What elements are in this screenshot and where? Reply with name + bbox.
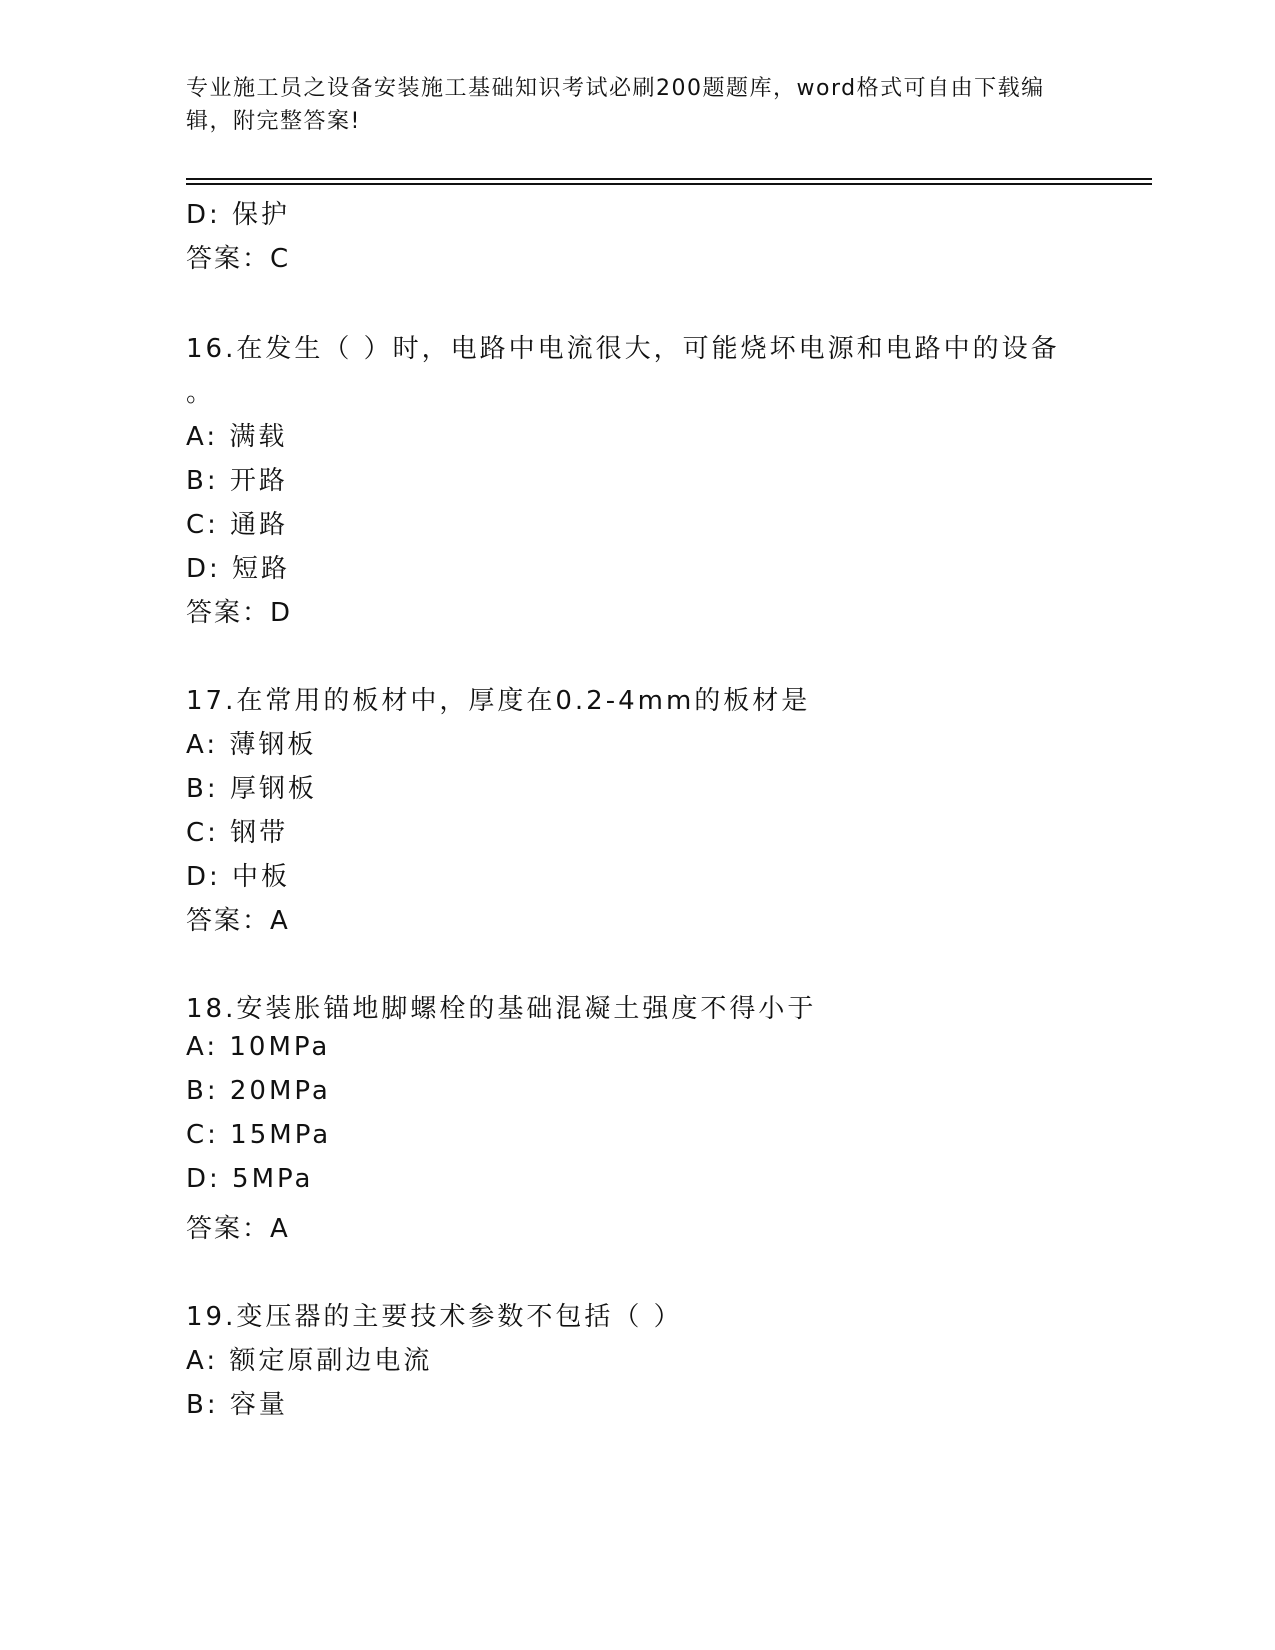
document-header: 专业施工员之设备安装施工基础知识考试必刷200题题库，word格式可自由下载编辑，附完整答案! xyxy=(186,76,1045,134)
q18-option-a: A: 10MPa xyxy=(186,1032,331,1062)
q18-option-b: B: 20MPa xyxy=(186,1076,331,1106)
q17-question: 17.在常用的板材中，厚度在0.2-4mm的板材是 xyxy=(186,686,811,716)
q18-answer: 答案：A xyxy=(186,1214,290,1244)
q19-option-a: A: 额定原副边电流 xyxy=(186,1346,433,1376)
q18-option-d: D: 5MPa xyxy=(186,1164,314,1194)
q17-option-c: C: 钢带 xyxy=(186,818,289,848)
q16-option-a: A: 满载 xyxy=(186,422,288,452)
header-divider-top xyxy=(186,178,1152,180)
q18-question: 18.安装胀锚地脚螺栓的基础混凝土强度不得小于 xyxy=(186,994,817,1024)
q16-question: 16.在发生（ ）时，电路中电流很大，可能烧坏电源和电路中的设备 xyxy=(186,334,1060,364)
q16-question-tail: 。 xyxy=(186,378,216,408)
q19-question: 19.变压器的主要技术参数不包括（ ） xyxy=(186,1302,683,1332)
q17-option-b: B: 厚钢板 xyxy=(186,774,317,804)
q16-option-b: B: 开路 xyxy=(186,466,288,496)
q15-answer: 答案：C xyxy=(186,244,291,274)
header-divider-bottom xyxy=(186,183,1152,185)
q19-option-b: B: 容量 xyxy=(186,1390,288,1420)
q17-option-a: A: 薄钢板 xyxy=(186,730,317,760)
q18-option-c: C: 15MPa xyxy=(186,1120,332,1150)
q17-option-d: D: 中板 xyxy=(186,862,291,892)
q16-answer: 答案：D xyxy=(186,598,293,628)
q16-option-d: D: 短路 xyxy=(186,554,291,584)
q15-option-d: D: 保护 xyxy=(186,200,291,230)
q17-answer: 答案：A xyxy=(186,906,290,936)
q16-option-c: C: 通路 xyxy=(186,510,289,540)
